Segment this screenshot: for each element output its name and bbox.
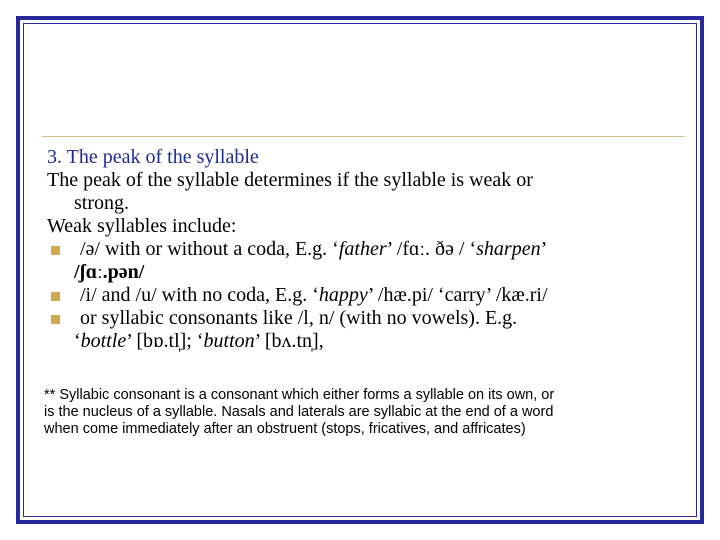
square-bullet-icon [51,292,60,301]
square-bullet-icon [51,246,60,255]
square-bullet-icon [51,315,60,324]
footnote-line-3: when come immediately after an obstruent (stops, fricatives, and affricates) [44,421,526,437]
section-heading: 3. The peak of the syllable [47,146,259,168]
bullet-high-vowels: /i/ and /u/ with no coda, E.g. ‘happy’ /hæ.pi/ ‘carry’ /kæ.ri/ [47,284,687,307]
footnote-line-2: is the nucleus of a syllable. Nasals and laterals are syllabic at the end of a word [44,404,554,420]
bullet-syllabic-continuation: ‘bottle’ [bɒ.tl̩]; ‘button’ [bʌ.tn̩], [74,330,324,352]
intro-line-2: strong. [74,192,129,214]
weak-syllables-title: Weak syllables include: [47,215,237,237]
footnote-line-1: ** Syllabic consonant is a consonant which either forms a syllable on its own, or [44,387,555,403]
footnote-marker: ** [44,387,56,403]
title-divider [42,136,685,137]
slide-body [47,146,687,353]
footnote [44,387,684,438]
bullet-schwa: /ə/ with or without a coda, E.g. ‘father’ /fɑː. ðə / ‘sharpen’ [47,238,687,261]
intro-line-1: The peak of the syllable determines if the syllable is weak or [47,169,533,191]
bullet-syllabic-consonants: or syllabic consonants like /l, n/ (with no vowels). E.g. [47,307,687,330]
bullet-schwa-continuation: /ʃɑː.pən/ [74,261,145,283]
